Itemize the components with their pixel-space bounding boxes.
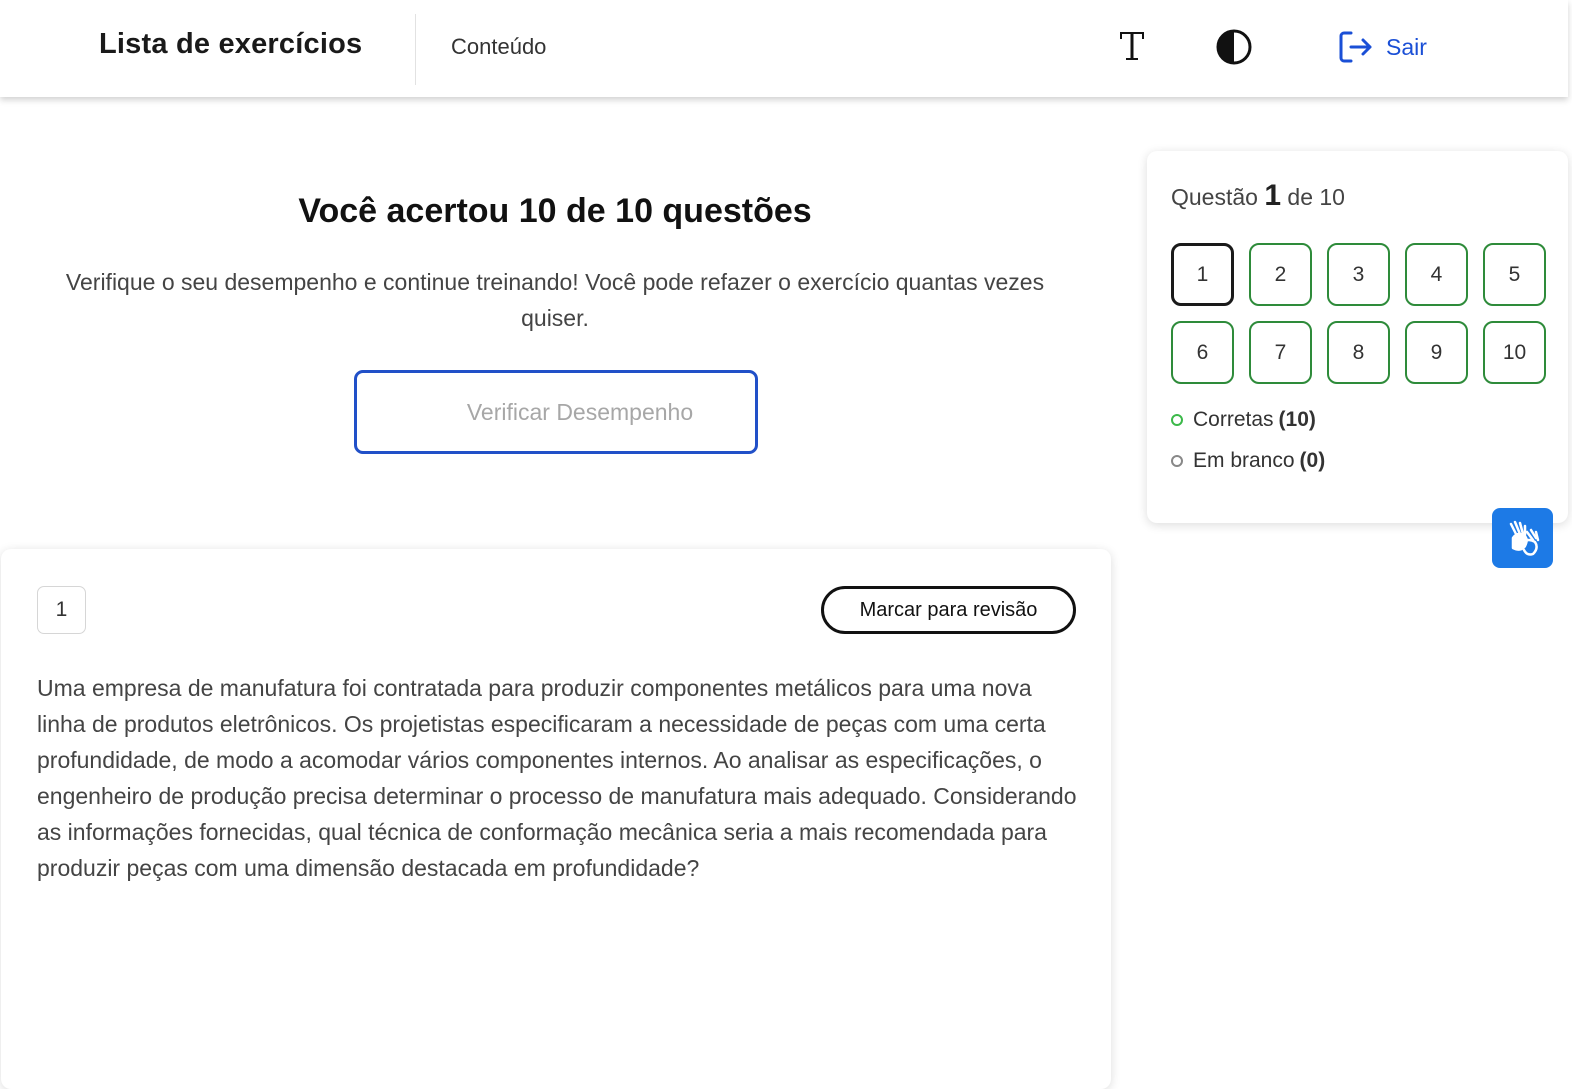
legend-correct-count: (10) [1278, 408, 1316, 431]
correct-dot-icon [1171, 414, 1183, 426]
question-button-3[interactable]: 3 [1327, 243, 1390, 306]
question-text: Uma empresa de manufatura foi contratada para produzir componentes metálicos para uma nova linha de produtos eletrônicos. Os projetistas especificaram a necessidade de peças com uma certa profundidade, de modo a acomodar vários componentes internos. Ao analisar as especificações, o engenheiro de produção precisa determinar o processo de manufatura mais adequado. Considerando as informações fornecidas, qual técnica de conformação mecânica seria a mais recomendada para produzir peças com uma dimensão destacada em profundidade? [37, 675, 1077, 881]
question-button-4[interactable]: 4 [1405, 243, 1468, 306]
question-button-10[interactable]: 10 [1483, 321, 1546, 384]
question-number-badge: 1 [37, 586, 86, 634]
blank-dot-icon [1171, 455, 1183, 467]
question-button-2[interactable]: 2 [1249, 243, 1312, 306]
sign-language-hands-icon [1503, 518, 1543, 558]
question-navigator [1147, 151, 1568, 523]
question-grid [1171, 243, 1546, 384]
nav-content-link[interactable]: Conteúdo [451, 34, 547, 59]
top-header [0, 0, 1568, 97]
legend-correct-label: Corretas [1193, 408, 1274, 431]
contrast-icon [1215, 28, 1253, 66]
counter-prefix: Questão [1171, 184, 1258, 210]
result-title: Você acertou 10 de 10 questões [298, 192, 812, 230]
font-size-button[interactable] [1112, 26, 1152, 66]
legend-blank-count: (0) [1299, 449, 1326, 472]
legend-blank-label: Em branco [1193, 449, 1295, 472]
contrast-button[interactable] [1213, 26, 1255, 68]
result-subtitle: Verifique o seu desempenho e continue treinando! Você pode refazer o exercício quantas vezes quiser. [65, 269, 1045, 331]
question-button-9[interactable]: 9 [1405, 321, 1468, 384]
question-button-6[interactable]: 6 [1171, 321, 1234, 384]
logout-label: Sair [1386, 33, 1427, 60]
sign-language-button[interactable] [1492, 508, 1553, 568]
counter-suffix: de 10 [1287, 184, 1345, 210]
logout-icon [1338, 30, 1374, 64]
question-button-7[interactable]: 7 [1249, 321, 1312, 384]
question-card [1, 549, 1111, 1089]
mark-for-review-button[interactable]: Marcar para revisão [821, 586, 1076, 634]
check-performance-button[interactable]: Verificar Desempenho [354, 370, 758, 454]
question-button-1[interactable]: 1 [1171, 243, 1234, 306]
question-counter [1171, 179, 1345, 213]
question-button-8[interactable]: 8 [1327, 321, 1390, 384]
question-button-5[interactable]: 5 [1483, 243, 1546, 306]
page-title: Lista de exercícios [99, 28, 363, 60]
legend-blank [1171, 449, 1325, 473]
header-divider [415, 14, 416, 85]
counter-current: 1 [1264, 179, 1282, 212]
legend-correct [1171, 408, 1316, 432]
logout-button[interactable] [1338, 30, 1427, 64]
font-size-icon [1117, 30, 1147, 62]
